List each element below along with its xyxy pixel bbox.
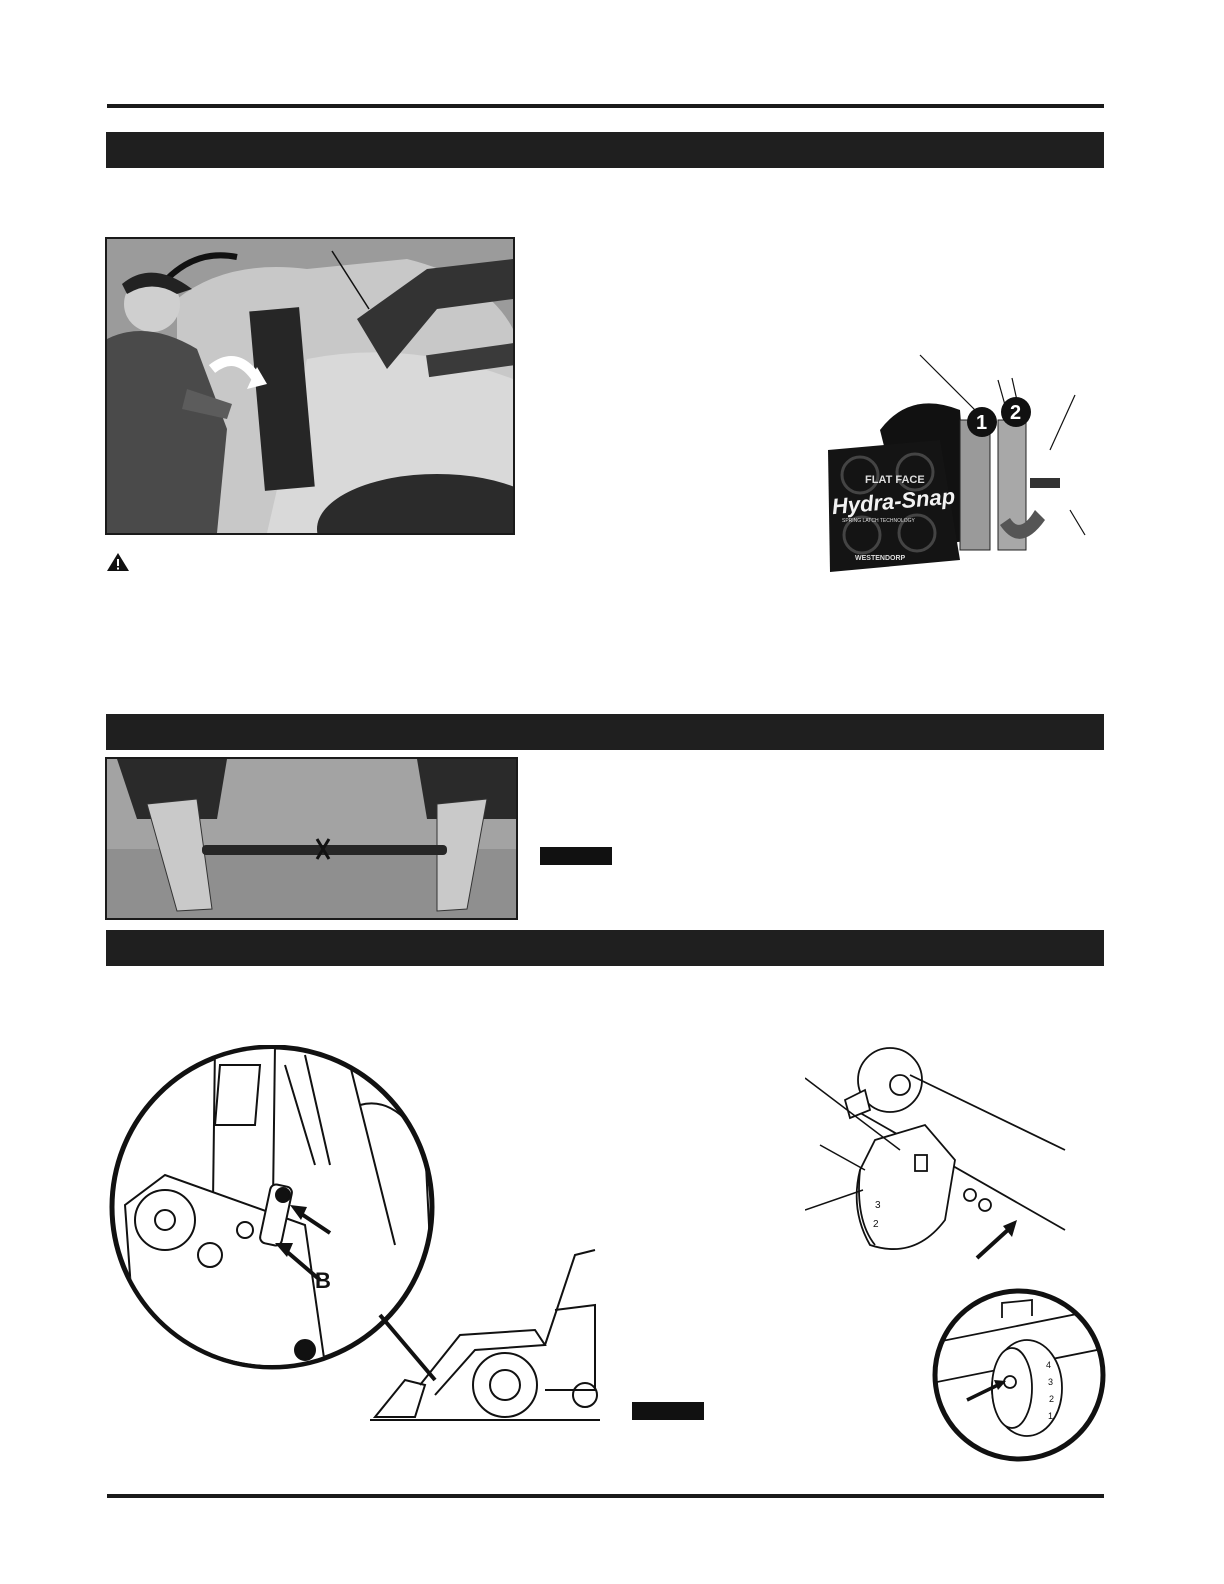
section-header-band-1: [106, 132, 1104, 168]
zoom-scale-2: 2: [1049, 1394, 1055, 1404]
coupler-maker-text: WESTENDORP: [855, 555, 906, 562]
section-header-band-3: [106, 930, 1104, 966]
section-header-band-2: [106, 714, 1104, 750]
attachment-bar-photo: [105, 757, 518, 920]
coupler-number-2: 2: [1010, 402, 1022, 424]
level-indicator-detail-figure: [805, 1030, 1070, 1275]
coupler-number-1: 1: [976, 412, 988, 434]
hydra-snap-coupler-figure: [820, 350, 1095, 585]
bottom-rule: [107, 1494, 1104, 1498]
label-b: B: [315, 1268, 331, 1293]
indicator-scale-2: 2: [873, 1219, 879, 1230]
top-rule: [107, 104, 1104, 108]
indicator-zoom-circle: [932, 1288, 1107, 1463]
coupler-top-text: FLAT FACE: [865, 474, 925, 486]
indicator-scale-3: 3: [875, 1200, 881, 1211]
zoom-scale-1: 1: [1048, 1411, 1054, 1421]
level-indicator-zoom-figure: [105, 1045, 600, 1425]
loader-connection-photo: [105, 237, 515, 535]
zoom-scale-4: 4: [1046, 1360, 1052, 1370]
warning-triangle-icon: [106, 552, 130, 572]
zoom-scale-3: 3: [1048, 1377, 1054, 1387]
note-tag-1: [540, 847, 612, 865]
note-tag-2: [632, 1402, 704, 1420]
coupler-sub-text: SPRING LATCH TECHNOLOGY: [842, 518, 915, 524]
coupler-brand-text: Hydra-Snap: [830, 483, 957, 520]
